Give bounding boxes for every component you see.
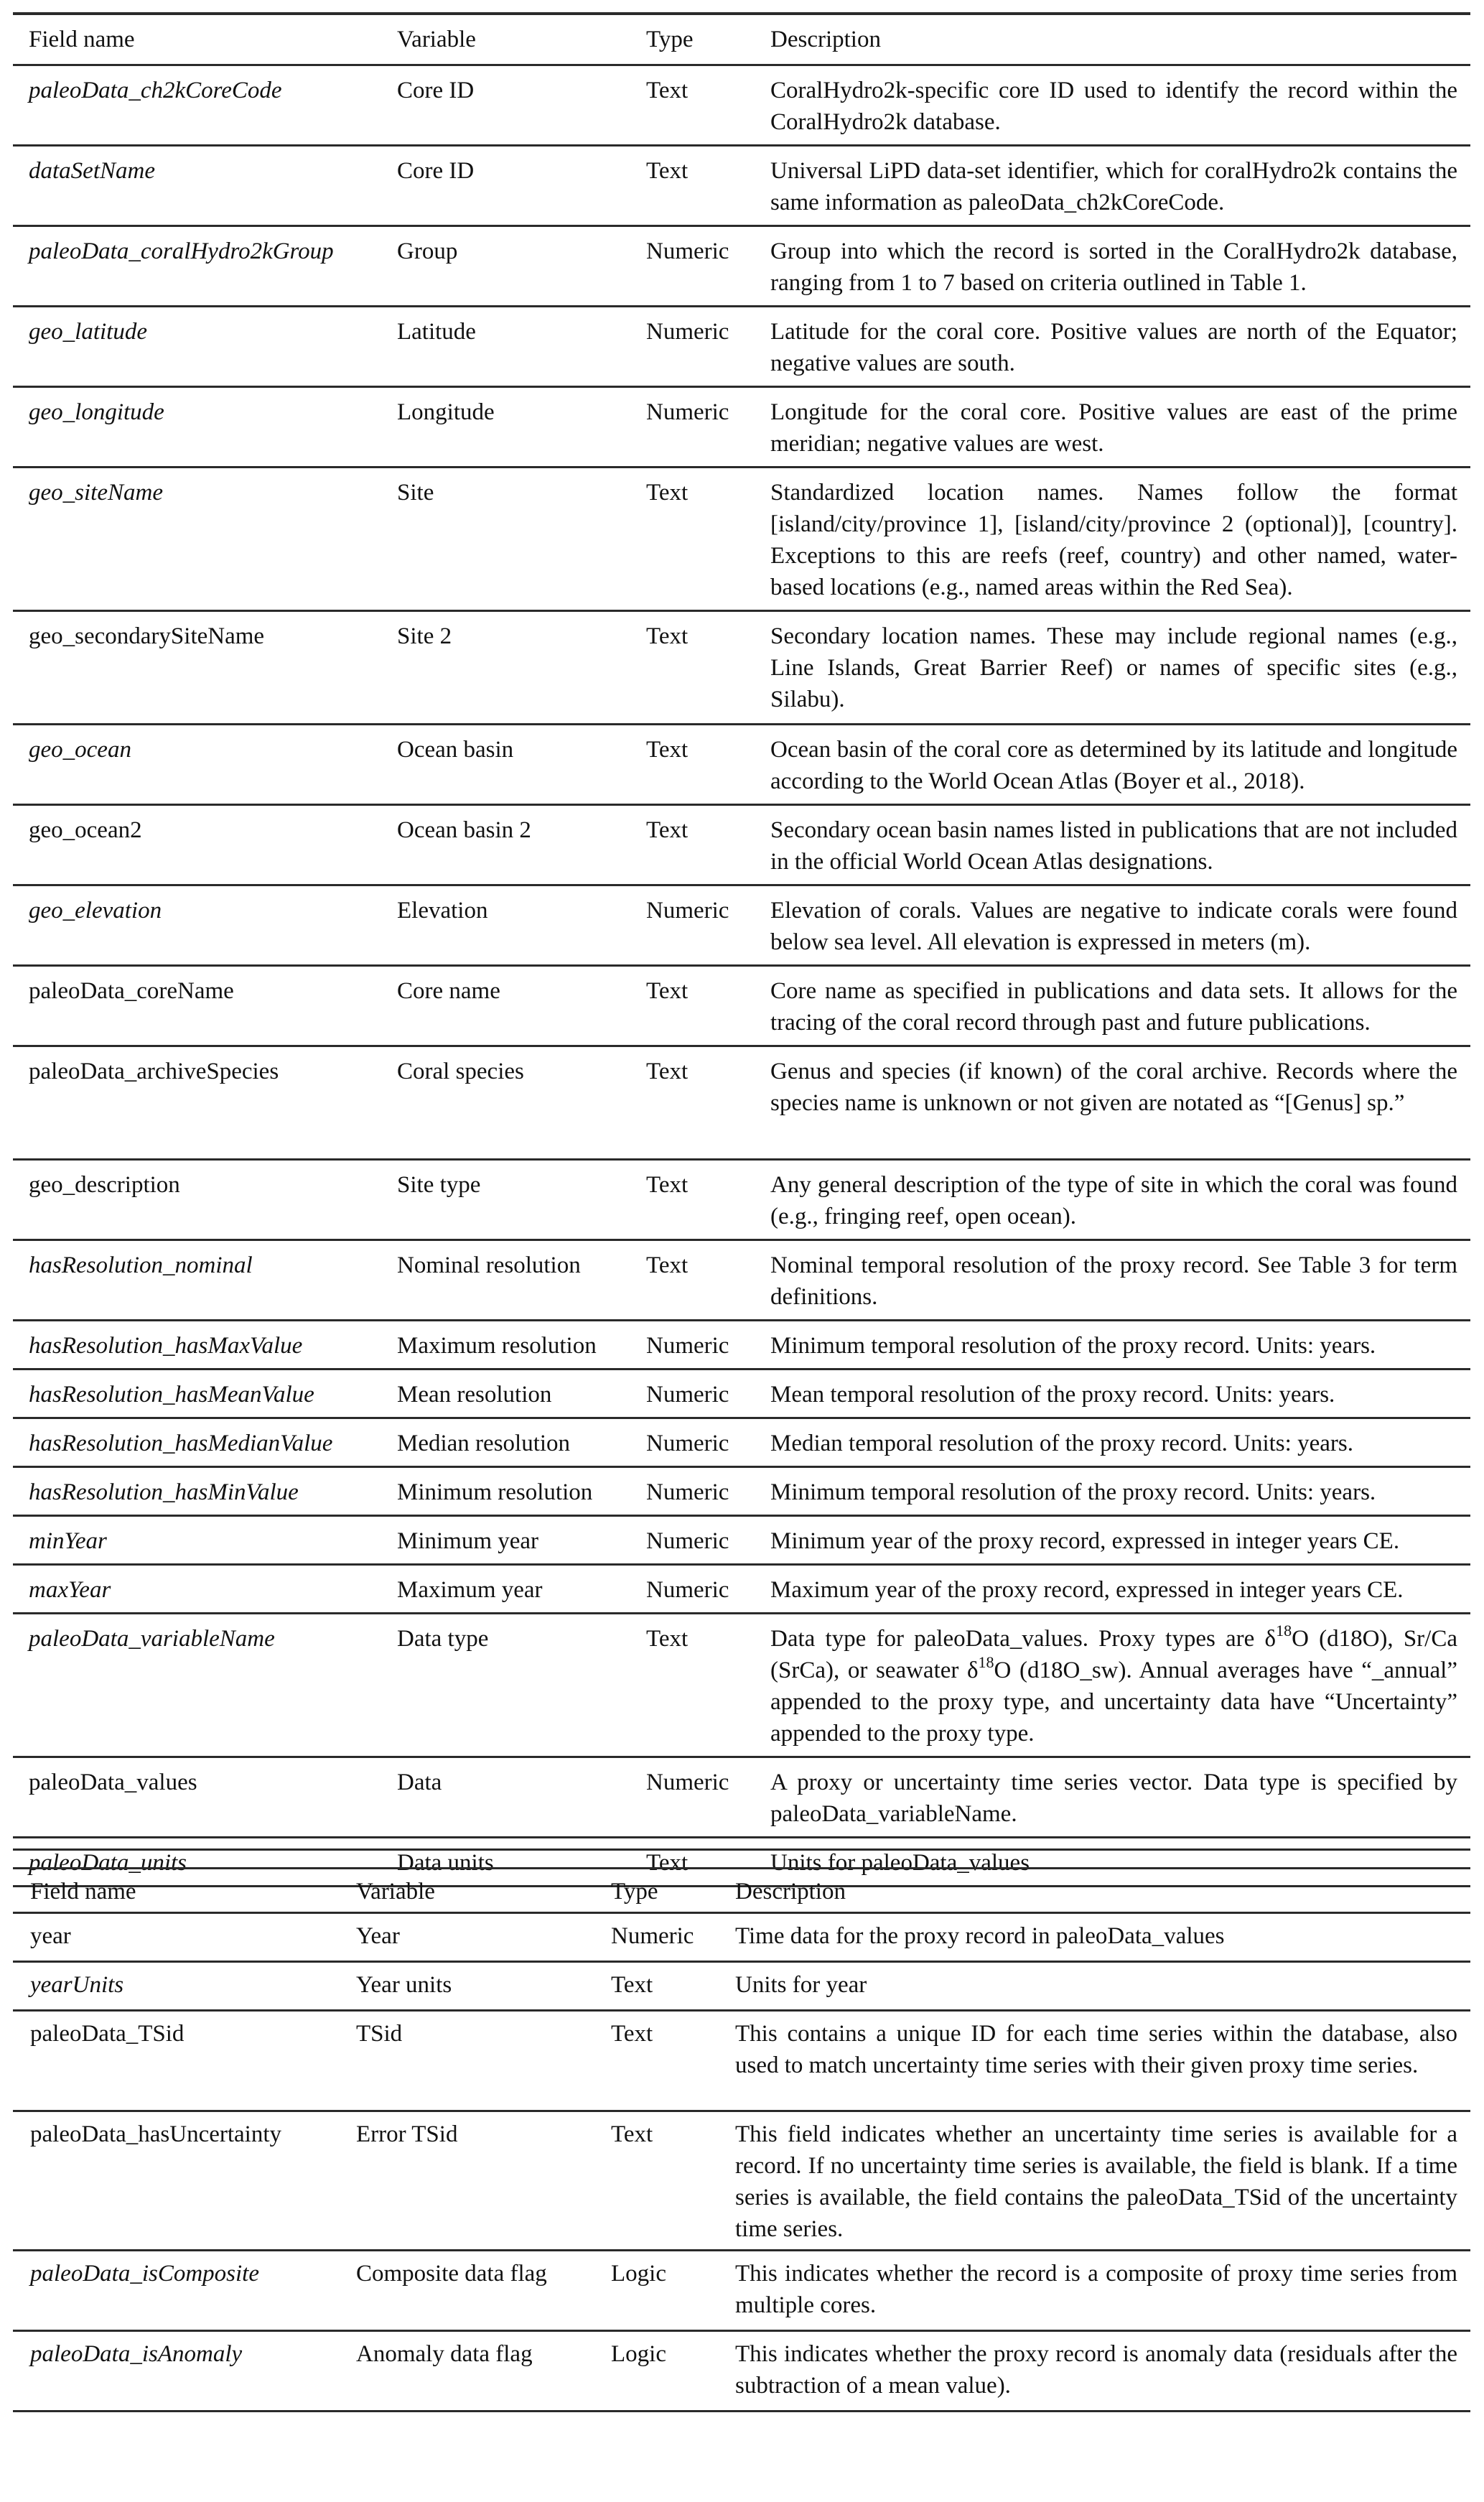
cell-description: Group into which the record is sorted in the CoralHydro2k database, ranging from 1 to 7 based on criteria outlined in Table 1. xyxy=(770,238,1457,296)
cell-type: Numeric xyxy=(646,1577,729,1603)
cell-variable: Site 2 xyxy=(397,623,452,649)
cell-field-name: dataSetName xyxy=(29,158,155,184)
cell-field-name: paleoData_values xyxy=(29,1769,197,1795)
header-field-name: Field name xyxy=(29,27,135,52)
cell-description: Longitude for the coral core. Positive values are east of the prime meridian; negative values are west. xyxy=(770,399,1457,457)
cell-field-name: hasResolution_hasMeanValue xyxy=(29,1382,314,1408)
table-body xyxy=(13,65,1470,1887)
cell-field-name: paleoData_archiveSpecies xyxy=(29,1059,279,1084)
header-description: Description xyxy=(735,1879,846,1905)
cell-field-name: geo_description xyxy=(29,1172,180,1198)
cell-type: Text xyxy=(646,1626,689,1652)
cell-type: Text xyxy=(646,1059,689,1084)
superscript: 18 xyxy=(978,1653,994,1671)
cell-variable: TSid xyxy=(356,2021,403,2047)
cell-description: Secondary ocean basin names listed in publications that are not included in the official World Ocean Atlas designations. xyxy=(770,817,1457,875)
cell-variable: Ocean basin xyxy=(397,737,514,763)
cell-type: Numeric xyxy=(646,319,729,345)
cell-field-name: maxYear xyxy=(29,1577,111,1603)
cell-field-name: paleoData_units xyxy=(29,1850,187,1876)
table-row xyxy=(13,1614,1470,1757)
table-row xyxy=(13,1516,1470,1565)
cell-description: Median temporal resolution of the proxy record. Units: years. xyxy=(770,1431,1353,1456)
header-variable: Variable xyxy=(356,1879,435,1905)
table-row xyxy=(13,1160,1470,1240)
cell-type: Text xyxy=(646,1850,689,1876)
table-row xyxy=(13,1757,1470,1838)
cell-description: Minimum temporal resolution of the proxy record. Units: years. xyxy=(770,1333,1376,1359)
cell-field-name: hasResolution_hasMaxValue xyxy=(29,1333,303,1359)
cell-field-name: geo_siteName xyxy=(29,480,163,506)
cell-field-name: geo_longitude xyxy=(29,399,164,425)
cell-description xyxy=(770,1614,1470,1757)
table-row xyxy=(13,2331,1470,2412)
cell-description: Minimum temporal resolution of the proxy record. Units: years. xyxy=(770,1479,1376,1505)
table-row xyxy=(13,2111,1470,2251)
cell-field-name: paleoData_isAnomaly xyxy=(30,2341,243,2367)
table-row xyxy=(13,1565,1470,1614)
cell-field-name: hasResolution_hasMinValue xyxy=(29,1479,299,1505)
description-text: O (d18O), Sr/Ca (SrCa), or seawater δ xyxy=(770,1626,1458,1683)
cell-field-name: minYear xyxy=(29,1528,107,1554)
cell-description: Any general description of the type of site in which the coral was found (e.g., fringing reef, open ocean). xyxy=(770,1172,1457,1229)
table-row xyxy=(13,2251,1470,2331)
table-row xyxy=(13,966,1470,1046)
header-field-name: Field name xyxy=(30,1879,136,1905)
table-divider-top xyxy=(13,1848,1470,1851)
cell-type: Numeric xyxy=(646,1382,729,1408)
table-row xyxy=(13,805,1470,885)
cell-variable: Core ID xyxy=(397,158,475,184)
cell-description: This field indicates whether an uncertainty time series is available for a record. If no uncertainty time series is available, the field is blank. If a time series is available, the field contains the paleoData_TSid of the uncertainty time series. xyxy=(735,2121,1457,2242)
cell-variable: Longitude xyxy=(397,399,495,425)
cell-field-name: geo_secondarySiteName xyxy=(29,623,265,649)
cell-variable: Site xyxy=(397,480,434,506)
superscript: 18 xyxy=(1276,1622,1292,1640)
cell-type: Text xyxy=(611,1972,653,1998)
cell-field-name: paleoData_ch2kCoreCode xyxy=(29,78,282,103)
table-row xyxy=(13,65,1470,146)
cell-type: Logic xyxy=(611,2261,666,2287)
table-header-row xyxy=(13,1869,1470,1913)
cell-description: This indicates whether the record is a composite of proxy time series from multiple cores. xyxy=(735,2261,1457,2318)
cell-type: Text xyxy=(646,158,689,184)
cell-description: This contains a unique ID for each time series within the database, also used to match uncertainty time series with their given proxy time series. xyxy=(735,2021,1457,2078)
table-row xyxy=(13,725,1470,805)
table-row xyxy=(13,1962,1470,2011)
cell-type: Numeric xyxy=(611,1923,694,1949)
cell-variable: Composite data flag xyxy=(356,2261,547,2287)
description-text: O (d18O_sw). Annual averages have “_annual” appended to the proxy type, and uncertainty data have “Uncertainty” appended to the proxy type. xyxy=(770,1657,1457,1747)
cell-type: Numeric xyxy=(646,1431,729,1456)
cell-variable: Minimum year xyxy=(397,1528,539,1554)
table-row xyxy=(13,468,1470,611)
cell-description: Core name as specified in publications and data sets. It allows for the tracing of the coral record through past and future publications. xyxy=(770,978,1457,1036)
cell-description: A proxy or uncertainty time series vector. Data type is specified by paleoData_variableName. xyxy=(770,1769,1457,1827)
cell-variable: Core ID xyxy=(397,78,475,103)
cell-variable: Data xyxy=(397,1769,442,1795)
cell-type: Numeric xyxy=(646,238,729,264)
cell-variable: Coral species xyxy=(397,1059,524,1084)
cell-field-name: year xyxy=(30,1923,71,1949)
cell-type: Text xyxy=(646,480,689,506)
cell-type: Numeric xyxy=(646,1769,729,1795)
cell-description: Units for paleoData_values xyxy=(770,1850,1030,1876)
cell-description: Universal LiPD data-set identifier, which for coralHydro2k contains the same information as paleoData_ch2kCoreCode. xyxy=(770,158,1457,215)
table-row xyxy=(13,1418,1470,1467)
cell-variable: Maximum resolution xyxy=(397,1333,597,1359)
table-row xyxy=(13,146,1470,226)
cell-variable: Data type xyxy=(397,1626,489,1652)
description-text: Data type for paleoData_values. Proxy types are δ xyxy=(770,1626,1277,1652)
header-variable: Variable xyxy=(397,27,476,52)
table-header-row xyxy=(13,14,1470,65)
header-type: Type xyxy=(611,1879,658,1905)
cell-type: Numeric xyxy=(646,399,729,425)
cell-field-name: paleoData_coralHydro2kGroup xyxy=(29,238,334,264)
cell-type: Text xyxy=(611,2021,653,2047)
cell-variable: Anomaly data flag xyxy=(356,2341,533,2367)
table-body xyxy=(13,1913,1470,2412)
cell-variable: Median resolution xyxy=(397,1431,571,1456)
cell-type: Numeric xyxy=(646,1479,729,1505)
cell-variable: Ocean basin 2 xyxy=(397,817,531,843)
cell-field-name: geo_ocean xyxy=(29,737,131,763)
cell-variable: Nominal resolution xyxy=(397,1252,581,1278)
header-description: Description xyxy=(770,27,881,52)
field-definitions-table xyxy=(13,12,1470,1887)
cell-type: Text xyxy=(646,1172,689,1198)
cell-variable: Group xyxy=(397,238,458,264)
cell-field-name: hasResolution_hasMedianValue xyxy=(29,1431,333,1456)
cell-description: Minimum year of the proxy record, expressed in integer years CE. xyxy=(770,1528,1400,1554)
cell-description: Latitude for the coral core. Positive values are north of the Equator; negative values are south. xyxy=(770,319,1457,376)
cell-type: Text xyxy=(646,1252,689,1278)
table-row xyxy=(13,2011,1470,2111)
cell-description: Mean temporal resolution of the proxy record. Units: years. xyxy=(770,1382,1335,1408)
cell-field-name: yearUnits xyxy=(30,1972,124,1998)
cell-description: CoralHydro2k-specific core ID used to identify the record within the CoralHydro2k database. xyxy=(770,78,1457,135)
cell-description: Time data for the proxy record in paleoData_values xyxy=(735,1923,1225,1949)
table-row xyxy=(13,1369,1470,1418)
cell-variable: Error TSid xyxy=(356,2121,458,2147)
cell-description: Elevation of corals. Values are negative to indicate corals were found below sea level. All elevation is expressed in meters (m). xyxy=(770,898,1457,955)
cell-description: This indicates whether the proxy record is anomaly data (residuals after the subtraction of a mean value). xyxy=(735,2341,1457,2399)
table-row xyxy=(13,611,1470,725)
table-row xyxy=(13,387,1470,468)
cell-variable: Mean resolution xyxy=(397,1382,552,1408)
cell-type: Logic xyxy=(611,2341,666,2367)
cell-type: Numeric xyxy=(646,898,729,924)
cell-field-name: paleoData_coreName xyxy=(29,978,234,1004)
table-row xyxy=(13,885,1470,966)
table-row xyxy=(13,1913,1470,1962)
cell-variable: Data units xyxy=(397,1850,494,1876)
table-row xyxy=(13,226,1470,307)
cell-description: Ocean basin of the coral core as determined by its latitude and longitude according to the World Ocean Atlas (Boyer et al., 2018). xyxy=(770,737,1457,794)
cell-type: Text xyxy=(646,817,689,843)
table-row xyxy=(13,1046,1470,1160)
cell-field-name: paleoData_hasUncertainty xyxy=(30,2121,282,2147)
cell-variable: Latitude xyxy=(397,319,476,345)
cell-type: Numeric xyxy=(646,1333,729,1359)
cell-variable: Core name xyxy=(397,978,500,1004)
table-row xyxy=(13,1467,1470,1516)
cell-field-name: paleoData_variableName xyxy=(29,1626,275,1652)
cell-type: Numeric xyxy=(646,1528,729,1554)
cell-field-name: geo_elevation xyxy=(29,898,162,924)
cell-description: Maximum year of the proxy record, expressed in integer years CE. xyxy=(770,1577,1404,1603)
cell-description: Genus and species (if known) of the coral archive. Records where the species name is unknown or not given are notated as “[Genus] sp.” xyxy=(770,1059,1457,1116)
cell-type: Text xyxy=(646,978,689,1004)
time-series-fields-table xyxy=(13,1867,1470,2412)
cell-variable: Year units xyxy=(356,1972,452,1998)
header-type: Type xyxy=(646,27,694,52)
cell-description: Nominal temporal resolution of the proxy record. See Table 3 for term definitions. xyxy=(770,1252,1457,1310)
cell-variable: Site type xyxy=(397,1172,481,1198)
cell-variable: Maximum year xyxy=(397,1577,543,1603)
table-row xyxy=(13,1321,1470,1369)
table-row xyxy=(13,307,1470,387)
cell-field-name: hasResolution_nominal xyxy=(29,1252,253,1278)
cell-type: Text xyxy=(611,2121,653,2147)
cell-field-name: paleoData_isComposite xyxy=(30,2261,259,2287)
cell-field-name: geo_ocean2 xyxy=(29,817,142,843)
cell-variable: Year xyxy=(356,1923,400,1949)
cell-type: Text xyxy=(646,78,689,103)
cell-field-name: geo_latitude xyxy=(29,319,147,345)
cell-description: Units for year xyxy=(735,1972,867,1998)
cell-description: Secondary location names. These may include regional names (e.g., Line Islands, Great Barrier Reef) or names of specific sites (e.g., Silabu). xyxy=(770,623,1457,712)
cell-variable: Minimum resolution xyxy=(397,1479,593,1505)
cell-variable: Elevation xyxy=(397,898,488,924)
cell-type: Text xyxy=(646,623,689,649)
cell-field-name: paleoData_TSid xyxy=(30,2021,185,2047)
table-row xyxy=(13,1240,1470,1321)
cell-type: Text xyxy=(646,737,689,763)
cell-description: Standardized location names. Names follow the format [island/city/province 1], [island/city/province 2 (optional)], [country]. Exceptions to this are reefs (reef, country) and other named, water-based locations (e.g., named areas within the Red Sea). xyxy=(770,480,1457,600)
